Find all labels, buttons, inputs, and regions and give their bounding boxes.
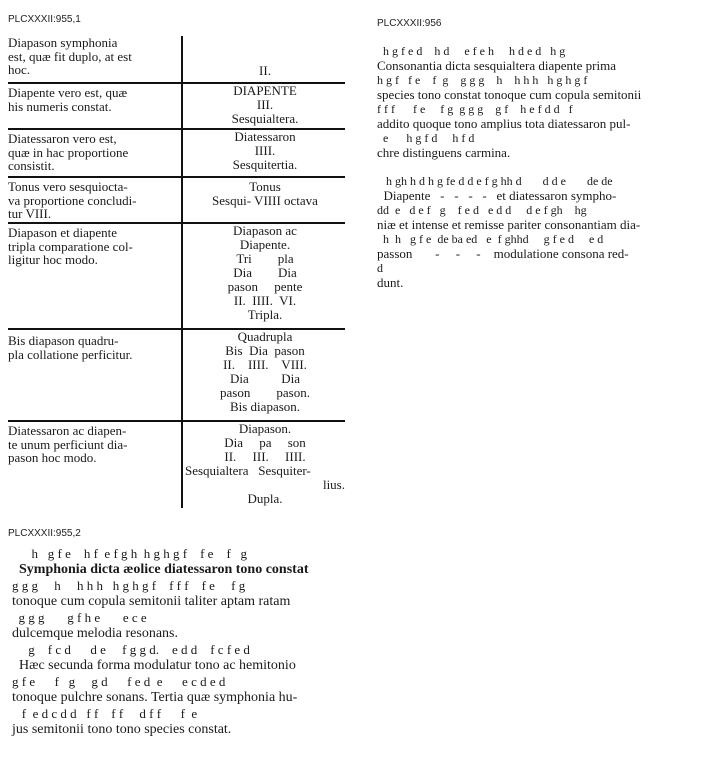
ratio-line: pason pente — [227, 279, 303, 294]
ratio-line: II. — [259, 63, 271, 78]
text-line: Diapason symphonia — [8, 35, 118, 50]
text-line: pla collatione perficitur. — [8, 346, 133, 362]
row-ratio — [185, 422, 345, 506]
ratio-line: II. IIII. VIII. — [223, 357, 307, 372]
ratio-line: Quadrupla — [237, 329, 293, 344]
ratio-line: Bis Dia pason — [225, 343, 305, 358]
row-description — [8, 132, 180, 173]
note-letters: h g f f e f g g g g h h h h h g h g f — [377, 73, 588, 87]
table-row — [8, 83, 345, 128]
note-letters: h g f e h f e f g h h g h g f f e f g — [12, 546, 248, 561]
table-horizontal-rule — [8, 176, 345, 178]
note-letters: e h g f d h f d — [377, 131, 475, 145]
row-ratio — [185, 224, 345, 322]
ratio-line: Dia Dia — [233, 265, 297, 280]
text-line: passon - - - modulatione consona red- — [377, 246, 629, 261]
note-letters: h h g f e de ba ed e f ghhd g f e d e d — [377, 232, 604, 246]
ratio-line: Sesquitertia. — [232, 157, 298, 172]
note-letters: h g f e d h d e f e h h d e d h g — [377, 44, 566, 58]
row-ratio — [185, 130, 345, 172]
text-line: Consonantia dicta sesquialtera diapente prima — [377, 58, 616, 73]
text-line: niæ et intense et remisse pariter consonantiam dia- — [377, 217, 641, 232]
note-letters: f e d c d d f f f f d f f f e — [12, 706, 198, 721]
table-row — [8, 329, 345, 420]
ratio-line: Diapason ac — [233, 223, 297, 238]
note-letters: h gh h d h g fe d d e f g hh d d d e de de — [377, 174, 613, 188]
text-line: his numeris constat. — [8, 98, 112, 114]
text-line: species tono constat tonoque cum copula semitonii — [377, 87, 642, 102]
ratio-line: Sesquialtera. — [231, 111, 299, 126]
ratio-line: Diapente. — [239, 237, 291, 252]
text-line: Tonus vero sesquiocta- — [8, 179, 128, 194]
text-line: Hæc secunda forma modulatur tono ac hemitonio — [12, 658, 296, 673]
note-letters: g g g g f h e e c e — [12, 610, 147, 625]
ratio-line: Diatessaron — [234, 129, 296, 144]
note-letters: d — [377, 261, 383, 275]
proportion-table — [8, 36, 345, 510]
text-line: Diapente vero est, quæ — [8, 85, 128, 100]
text-line: Diapason et diapente — [8, 225, 118, 240]
paragraph — [377, 44, 713, 160]
ratio-line: pason pason. — [220, 385, 310, 400]
text-line: te unum perficiunt dia- — [8, 436, 128, 452]
ratio-line: Dupla. — [247, 491, 283, 506]
ratio-line: DIAPENTE — [233, 83, 297, 98]
ratio-line: Tripla. — [247, 307, 283, 322]
text-line: Symphonia dicta æolice diatessaron tono constat — [12, 562, 309, 577]
note-letters: dd e d e f g f e d e d d d e f gh hg — [377, 203, 587, 217]
row-description — [8, 86, 180, 113]
text-line: tonoque cum copula semitonii taliter aptam ratam — [12, 594, 291, 609]
ratio-line: Tonus — [249, 179, 281, 194]
text-line: hoc. — [8, 62, 31, 77]
notation-block-bottom — [12, 546, 352, 738]
text-line: dulcemque melodia resonans. — [12, 626, 179, 641]
table-row — [8, 223, 345, 328]
ratio-line: Sesquialtera Sesquiter- — [185, 463, 311, 478]
text-line: chre distinguens carmina. — [377, 145, 511, 160]
table-row — [8, 421, 345, 510]
text-line: Diatessaron vero est, — [8, 131, 117, 146]
row-ratio — [185, 180, 345, 208]
notation-block-right — [377, 44, 713, 290]
ratio-line: Diapason. — [238, 421, 292, 436]
row-description — [8, 334, 180, 361]
text-line: addito quoque tono amplius tota diatessaron pul- — [377, 116, 631, 131]
text-line: est, quæ fit duplo, at est — [8, 48, 132, 64]
figure-id-top-left: PLCXXXII:955,1 — [8, 14, 81, 25]
figure-id-bottom-left: PLCXXXII:955,2 — [8, 528, 81, 539]
ratio-line: III. — [256, 97, 274, 112]
row-ratio — [185, 330, 345, 414]
text-line: pason hoc modo. — [8, 450, 97, 465]
text-line: tonoque pulchre sonans. Tertia quæ symphonia hu- — [12, 690, 298, 705]
ratio-line: Tri pla — [236, 251, 294, 266]
text-line: jus semitonii tono tono species constat. — [12, 722, 232, 737]
ratio-line: II. III. IIII. — [224, 449, 306, 464]
row-description — [8, 180, 180, 221]
table-row — [8, 36, 345, 82]
ratio-line: Dia Dia — [229, 371, 301, 386]
text-line: consistit. — [8, 158, 55, 173]
table-row — [8, 129, 345, 176]
ratio-line: Dia pa son — [224, 435, 306, 450]
row-description — [8, 36, 180, 77]
note-letters: g f c d d e f g g d. e d d f c f e d — [12, 642, 250, 657]
ratio-line: Sesqui- VIIII octava — [212, 193, 318, 208]
table-row — [8, 180, 345, 224]
note-letters: g f e f g g d f e d e e c d e d — [12, 674, 226, 689]
ratio-line: II. IIII. VI. — [233, 293, 297, 308]
text-line: tripla comparatione col- — [8, 238, 133, 254]
text-line: va proportione concludi- — [8, 192, 137, 208]
text-line: ligitur hoc modo. — [8, 252, 98, 267]
text-line: Diatessaron ac diapen- — [8, 423, 127, 438]
note-letters: g g g h h h h h g h g f f f f f e f g — [12, 578, 246, 593]
text-line: tur VIII. — [8, 206, 52, 221]
row-ratio — [185, 84, 345, 126]
figure-id-top-right: PLCXXXII:956 — [377, 18, 442, 29]
note-letters: f f f f e f g g g g g f h e f d d f — [377, 102, 573, 116]
row-description — [8, 424, 180, 465]
text-line: Diapente - - - - et diatessaron sympho- — [377, 188, 617, 203]
text-line: dunt. — [377, 275, 404, 290]
ratio-line: IIII. — [254, 143, 276, 158]
ratio-line: lius. — [322, 477, 345, 492]
ratio-line: Bis diapason. — [229, 399, 301, 414]
row-ratio — [185, 64, 345, 78]
text-line: Bis diapason quadru- — [8, 333, 119, 348]
row-description — [8, 226, 180, 267]
paragraph — [377, 174, 713, 290]
text-line: quæ in hac proportione — [8, 144, 129, 160]
